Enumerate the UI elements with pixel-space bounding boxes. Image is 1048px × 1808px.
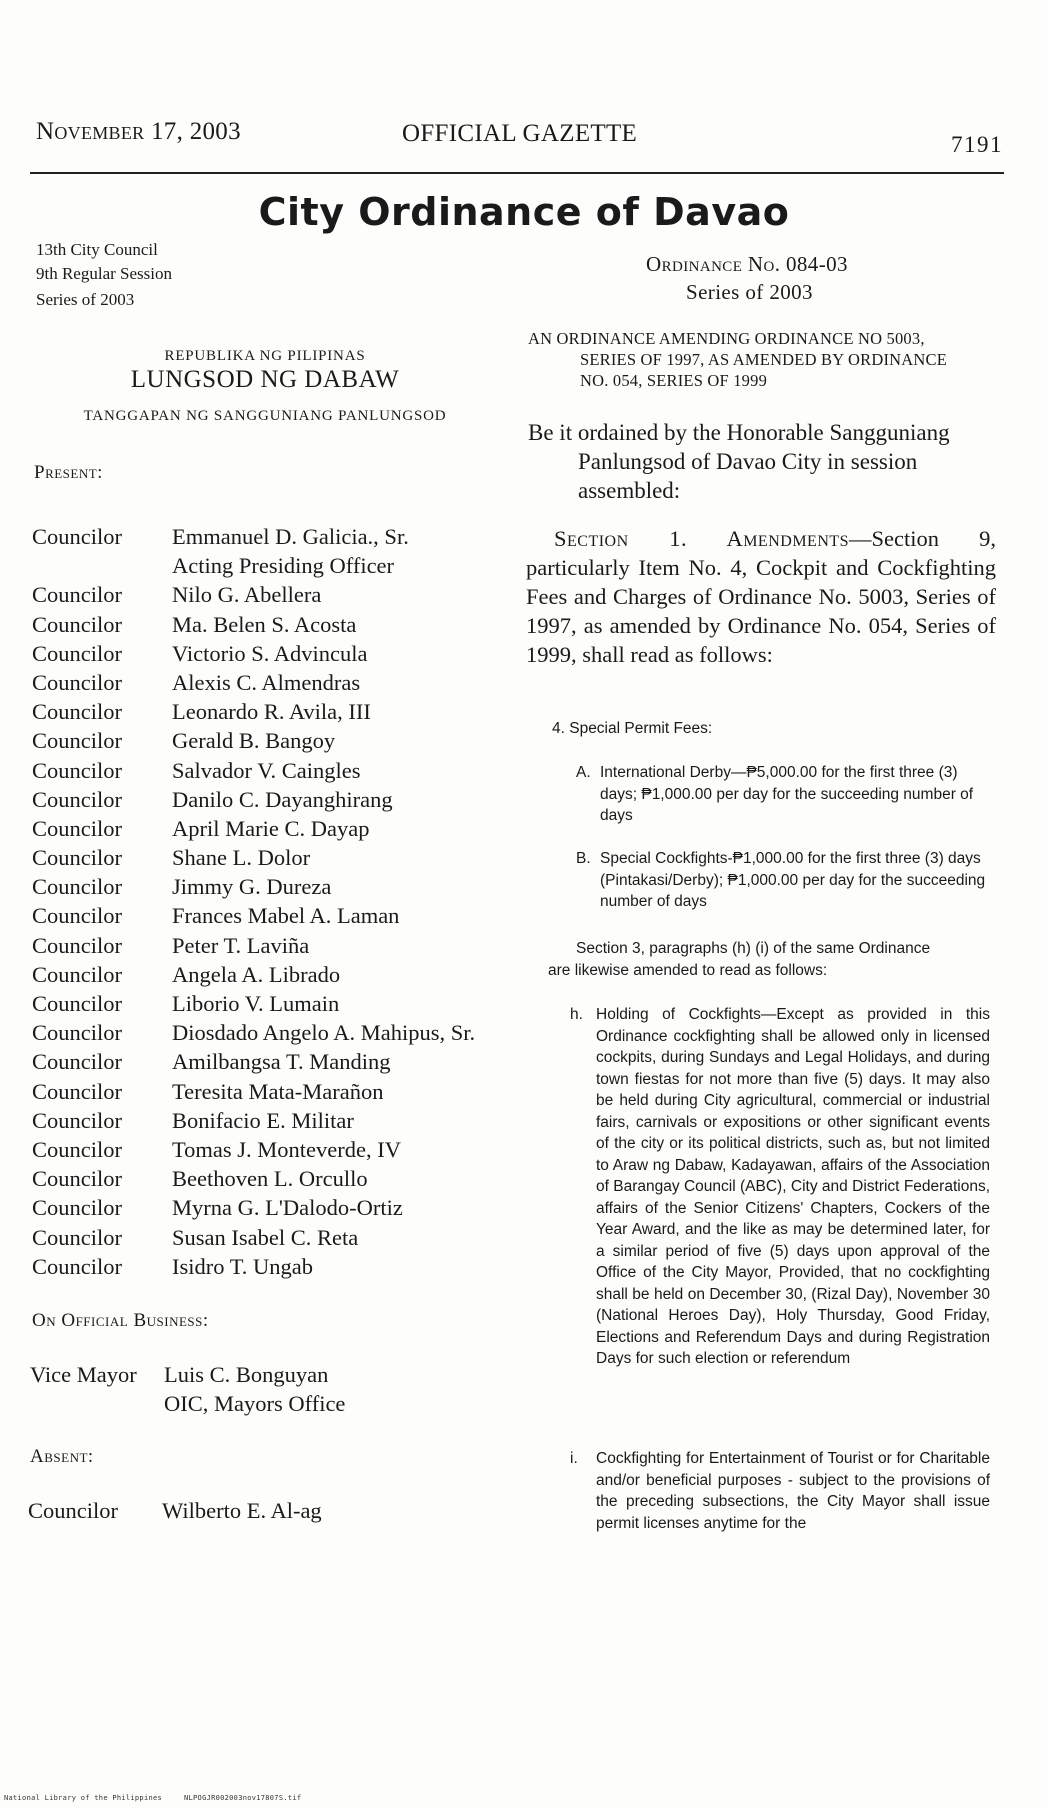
absent-label: Absent: [30, 1446, 94, 1467]
councilor-role: Councilor [32, 874, 122, 900]
gazette-date: November 17, 2003 [36, 118, 241, 145]
councilor-row [32, 522, 512, 551]
councilor-row [32, 1077, 512, 1106]
councilor-name: Ma. Belen S. Acosta [172, 611, 357, 637]
councilor-role: Councilor [32, 1078, 122, 1104]
absent-name: Wilberto E. Al-ag [162, 1498, 322, 1523]
councilor-role: Councilor [32, 991, 122, 1016]
councilor-row [32, 580, 512, 609]
ordinance-number: Ordinance No. 084-03 [646, 252, 848, 276]
councilor-name: Peter T. Laviña [172, 932, 310, 958]
official-business-label: On Official Business: [32, 1310, 209, 1331]
councilor-name: Frances Mabel A. Laman [172, 903, 400, 929]
councilor-role: Councilor [32, 1195, 122, 1221]
absent-role: Councilor [28, 1498, 118, 1523]
councilor-name: Teresita Mata-Marañon [172, 1078, 384, 1104]
councilor-row [32, 1223, 512, 1252]
councilor-role: Councilor [32, 815, 122, 841]
councilor-row [32, 814, 512, 843]
session-series: Series of 2003 [36, 290, 135, 309]
item-i-label: i. [570, 1450, 578, 1467]
councilor-role: Councilor [32, 786, 122, 812]
item-4b-label: B. [576, 850, 591, 867]
councilor-row [32, 1047, 512, 1076]
councilor-row [32, 1106, 512, 1135]
footer-file: NLPOGJR002003nov17807S.tif [184, 1794, 302, 1802]
item-h-text: Holding of Cockfights—Except as provided in this Ordinance cockfighting shall be allowed only in licensed cockpits, during Sundays and Legal Holidays, and during town fiestas for not more than five (5) days. It may also be held during City agricultural, commercial or industrial fairs, carnivals or expositions or other significant events of the city or its political districts, such as, but not limited to Araw ng Dabaw, Kadayawan, affairs of the Association of Barangay Council (ABC), City and District Federations, affairs of the Senior Citizens' Chapters, Cockers of the Year Award, and the like as may be determined later, for a similar period of five (5) days upon approval of the Office of the City Mayor, Provided, that no cockfighting shall be held on December 30, (Rizal Day), November 30 (National Heroes Day), Holy Thursday, Good Friday, Elections and Referendum Days and during Registration Days for such election or referendum [596, 1006, 990, 1367]
councilor-role: Councilor [32, 582, 122, 608]
councilor-name: Victorio S. Advincula [172, 640, 368, 666]
councilor-role: Councilor [32, 1107, 122, 1133]
councilor-name: Leonardo R. Avila, III [172, 699, 371, 725]
councilor-role: Councilor [32, 1224, 122, 1250]
councilor-role: Councilor [32, 699, 122, 725]
councilor-name: Danilo C. Dayanghirang [172, 786, 393, 812]
councilor-role: Councilor [32, 961, 122, 987]
councilor-role: Councilor [32, 524, 122, 549]
councilor-name: Gerald B. Bangoy [172, 728, 336, 754]
document-title: City Ordinance of Davao [258, 190, 790, 234]
councilor-name: Nilo G. Abellera [172, 582, 322, 608]
item-4a [576, 762, 986, 827]
footer-library: National Library of the Philippines [4, 1794, 163, 1802]
councilor-row [32, 1135, 512, 1164]
councilor-row [32, 697, 512, 726]
enacting-clause-line: Panlungsod of Davao City in session [578, 449, 918, 474]
councilor-name: Beethoven L. Orcullo [172, 1166, 368, 1192]
official-business-entry [30, 1360, 510, 1418]
councilor-role: Councilor [32, 932, 122, 958]
councilor-row [32, 872, 512, 901]
session-number: 9th Regular Session [36, 264, 172, 283]
item-4-heading: 4. Special Permit Fees: [552, 720, 713, 737]
official-business-designation: OIC, Mayors Office [164, 1391, 346, 1416]
councilor-name: Diosdado Angelo A. Mahipus, Sr. [172, 1020, 476, 1046]
ordinance-series: Series of 2003 [686, 280, 813, 304]
ordinance-title-line: AN ORDINANCE AMENDING ORDINANCE NO 5003, [528, 329, 925, 348]
councilor-list [32, 522, 512, 1281]
councilor-role: Councilor [32, 1253, 122, 1279]
councilor-name: Isidro T. Ungab [172, 1253, 314, 1279]
council-number: 13th City Council [36, 240, 158, 259]
section-1-heading: Section 1. Amendments [554, 526, 850, 551]
councilor-row [32, 989, 512, 1018]
councilor-row [32, 668, 512, 697]
section-1-body: —Section 9, particularly Item No. 4, Cockpit and Cockfighting Fees and Charges of Ordinance No. 5003, Series of 1997, as amended by Ordinance No. 054, Series of 1999, shall read as follows: [526, 526, 996, 667]
councilor-role: Councilor [32, 728, 122, 754]
official-business-role: Vice Mayor [30, 1362, 137, 1387]
present-label: Present: [34, 462, 103, 483]
item-h [570, 1004, 990, 1370]
councilor-row [32, 1252, 512, 1281]
councilor-role: Councilor [32, 1020, 122, 1046]
section-3-intro [548, 938, 990, 981]
councilor-row [32, 785, 512, 814]
enacting-clause-line: assembled: [578, 478, 681, 503]
ordinance-title-line: SERIES OF 1997, AS AMENDED BY ORDINANCE [580, 350, 948, 369]
item-4a-label: A. [576, 764, 591, 781]
scan-footer [4, 1794, 301, 1802]
councilor-name: Acting Presiding Officer [172, 553, 395, 579]
councilor-role: Councilor [32, 903, 122, 929]
councilor-row [32, 726, 512, 755]
councilor-name: Shane L. Dolor [172, 845, 311, 871]
councilor-name: Amilbangsa T. Manding [172, 1049, 391, 1075]
enacting-clause [528, 418, 1008, 505]
councilor-name: Angela A. Librado [172, 961, 341, 987]
councilor-row [32, 901, 512, 930]
councilor-role: Councilor [32, 1166, 122, 1192]
councilor-name: Emmanuel D. Galicia., Sr. [172, 524, 409, 549]
councilor-name: Alexis C. Almendras [172, 669, 361, 695]
enacting-clause-line: Be it ordained by the Honorable Sangguniang [528, 420, 950, 445]
councilor-role: Councilor [32, 757, 122, 783]
councilor-row [32, 551, 512, 580]
absent-entry [28, 1496, 508, 1525]
section-3-line: are likewise amended to read as follows: [548, 961, 828, 979]
page-number: 7191 [951, 132, 1003, 157]
councilor-row [32, 639, 512, 668]
councilor-row [32, 1193, 512, 1222]
ordinance-title-line: NO. 054, SERIES OF 1999 [580, 371, 768, 390]
official-business-name: Luis C. Bonguyan [164, 1362, 329, 1387]
ordinance-title [528, 328, 1002, 391]
councilor-row [32, 1018, 512, 1047]
councilor-row [32, 960, 512, 989]
councilor-row [32, 1164, 512, 1193]
section-3-line: Section 3, paragraphs (h) (i) of the same Ordinance [576, 940, 931, 957]
councilor-role: Councilor [32, 611, 122, 637]
item-i [570, 1448, 990, 1534]
item-4b-text: Special Cockfights-₱1,000.00 for the first three (3) days (Pintakasi/Derby); ₱1,000.00 per day for the succeeding number of days [600, 850, 986, 910]
publication-name: OFFICIAL GAZETTE [402, 120, 638, 147]
councilor-name: Salvador V. Caingles [172, 757, 361, 783]
councilor-name: Liborio V. Lumain [172, 991, 340, 1016]
item-4b [576, 848, 986, 913]
councilor-role [32, 551, 172, 580]
councilor-row [32, 610, 512, 639]
councilor-role: Councilor [32, 845, 122, 871]
councilor-name: Jimmy G. Dureza [172, 874, 332, 900]
letterhead-republika: REPUBLIKA NG PILIPINAS [164, 348, 366, 364]
councilor-row [32, 931, 512, 960]
councilor-role: Councilor [32, 669, 122, 695]
councilor-role: Councilor [32, 640, 122, 666]
section-1 [526, 524, 996, 669]
councilor-name: Bonifacio E. Militar [172, 1107, 354, 1133]
header-rule [30, 172, 1004, 174]
councilor-row [32, 756, 512, 785]
letterhead-tanggapan: TANGGAPAN NG SANGGUNIANG PANLUNGSOD [83, 408, 447, 424]
councilor-name: Susan Isabel C. Reta [172, 1224, 359, 1250]
councilor-role: Councilor [32, 1136, 122, 1162]
councilor-name: April Marie C. Dayap [172, 815, 370, 841]
item-i-text: Cockfighting for Entertainment of Tourist or for Charitable and/or beneficial purposes - subject to the provisions of the preceding subsections, the City Mayor shall issue permit licenses anytime for the [596, 1450, 990, 1532]
letterhead-lungsod: LUNGSOD NG DABAW [130, 366, 400, 393]
councilor-name: Myrna G. L'Dalodo-Ortiz [172, 1195, 403, 1221]
councilor-role: Councilor [32, 1049, 122, 1075]
item-h-label: h. [570, 1006, 583, 1023]
councilor-name: Tomas J. Monteverde, IV [172, 1136, 401, 1162]
councilor-row [32, 843, 512, 872]
item-4a-text: International Derby—₱5,000.00 for the first three (3) days; ₱1,000.00 per day for the succeeding number of days [600, 764, 974, 824]
